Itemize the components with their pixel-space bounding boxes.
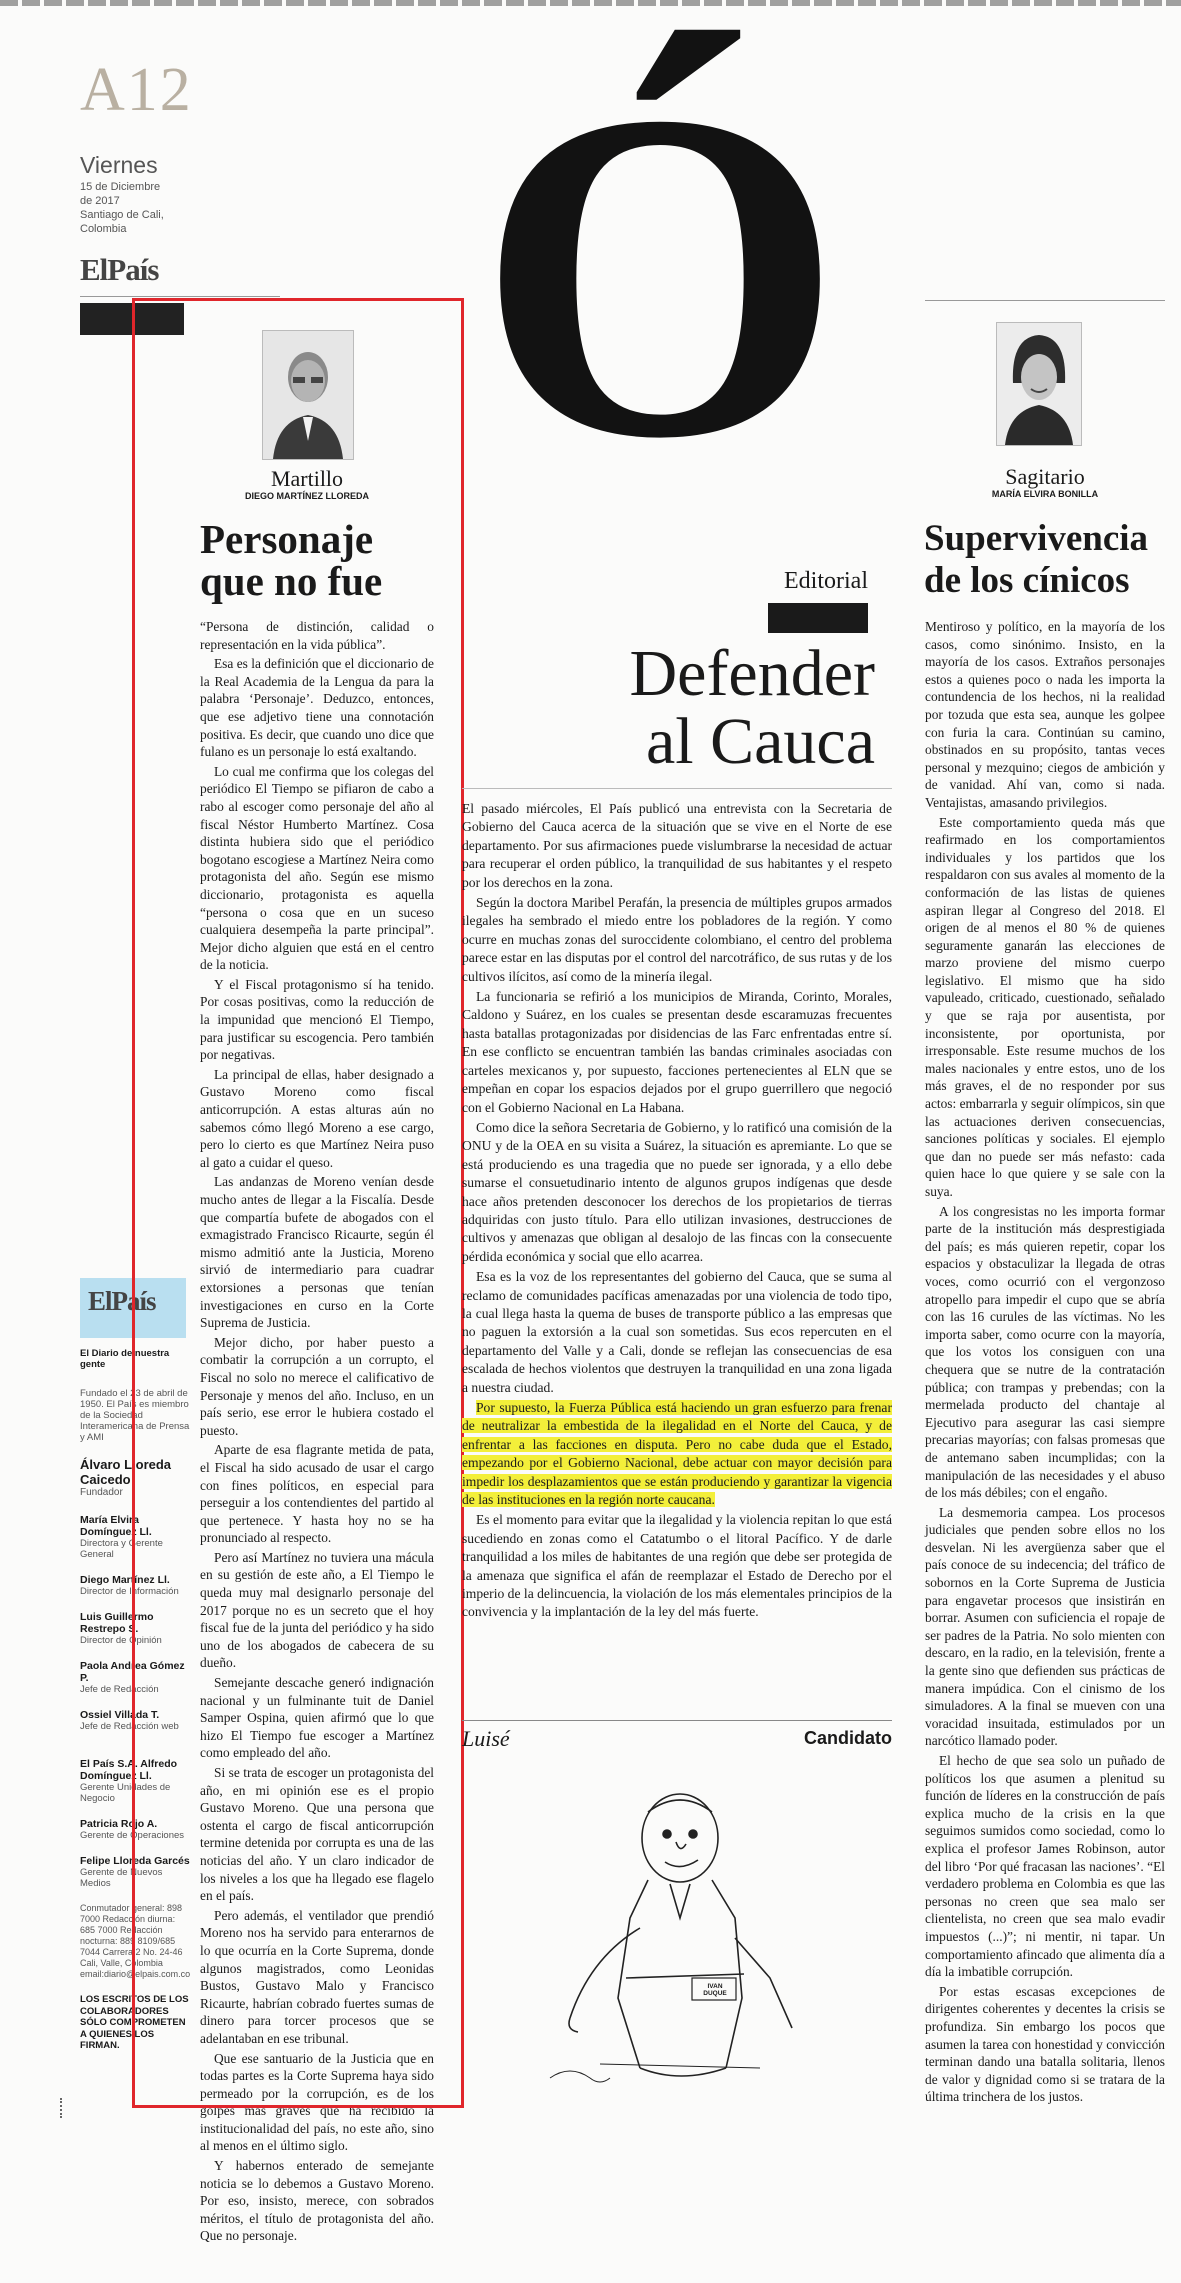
paragraph: La principal de ellas, haber designado a Gustavo Moreno como fiscal anticorrupción. A estas alturas aún no sabemos cómo llegó Moreno a ese cargo, pero lo cierto es que Martínez Neira puso al gato a cuidar el queso. xyxy=(200,1066,434,1170)
masthead-founded: Fundado el 23 de abril de 1950. El País es miembro de la Sociedad Interamericana de Prensa y AMI xyxy=(80,1388,190,1443)
masthead-contact: Conmutador general: 898 7000 Redacción diurna: 685 7000 Redacción nocturna: 889 8109/685 7044 Carrera 2 No. 24-46 Cali, Valle, Colombia email:diario@elpais.com.co xyxy=(80,1903,191,1979)
weekday: Viernes xyxy=(80,152,158,178)
editorial-title xyxy=(480,637,875,778)
masthead-person: Ossiel Villada T. Jefe de Redacción web xyxy=(80,1709,179,1732)
masthead-disclaimer: LOS ESCRITOS DE LOS COLABORADORES SÓLO COMPROMETEN A QUIENES LOS FIRMAN. xyxy=(80,1994,189,2051)
left-author: DIEGO MARTÍNEZ LLOREDA xyxy=(245,491,369,501)
masthead-company-person: El País S.A. Alfredo Domínguez Ll. Gerente Unidades de Negocio xyxy=(80,1758,178,1804)
paragraph: Mejor dicho, por haber puesto a combatir la corrupción a un corrupto, el Fiscal no solo no merece el calificativo de Personaje y menos del año. Incluso, en un país serio, ese error le hubiera costado el puesto. xyxy=(200,1334,434,1438)
paragraph: Pero así Martínez no tuviera una mácula en su gestión de este año, a El Tiempo le queda muy mal designarlo personaje del 2017 porque no es un secreto que el hoy fiscal fue de la junta del periódico y ha sido uno de los abogados de cabecera de su dueño. xyxy=(200,1549,434,1671)
paragraph: A los congresistas no les importa formar parte de la institución más desprestigiada del país; es más quieren repetir, copar los espacios y obstaculizar la llegada de otras voces, como ocurrió con el vergonzoso atropello para impedir el cupo que se abría con las 16 curules de las víctimas. No les importa saber, como ocurre con la mayoría, que los votos los consiguen con una chequera que se nutre de la contratación pública; con trampas y prebendas; con la mermelada producto del chantaje al Ejecutivo para asegurar las casi siempre precarias mayorías; con falsas promesas que de antemano saben incumplidas; con la manipulación de las necesidades y el abuso de los más débiles; con el engaño. xyxy=(925,1203,1165,1501)
editorial-label: Editorial xyxy=(784,568,868,594)
paragraph: Es el momento para evitar que la ilegalidad y la violencia repitan lo que está sucediendo en zonas como el Catatumbo o el litoral Pacífico. Y de darle tranquilidad a los miles de habitantes de una región que debe ser protegida de la amenaza que significa el afán de reemplazar el Estado de Derecho por el imperio de la delincuencia, la violación de los más elementales principios de la convivencia y la implantación de la ley del más fuerte. xyxy=(462,1512,892,1620)
masthead-logo: ElPaís xyxy=(88,1286,156,1316)
left-section-name: Martillo xyxy=(270,466,344,491)
editorial-big-letter: Ó xyxy=(477,14,843,535)
date-block xyxy=(80,180,164,236)
masthead-person: Diego Martínez Ll. Director de Información xyxy=(80,1574,179,1597)
masthead-person: María Elvira Domínguez Ll. Directora y Gerente General xyxy=(80,1514,163,1560)
title-line: Supervivencia xyxy=(924,518,1149,559)
page-number: A12 xyxy=(80,56,193,124)
paragraph: Mentiroso y político, en la mayoría de los casos, como sinónimo. Insisto, en la mayoría de los casos. Extraños personajes estos a quienes poco o nada les importa la contundencia de los hechos, ni la realidad por tozuda que esta sea, aunque les golpee con furia la cara. Continúan su camino, obstinados en su propósito, tantas veces personal y mezquino; ciegos de ambición y de vanidad. Ahí van, como si nada. Ventajistas, amasando privilegios. xyxy=(925,619,1165,810)
paragraph: Aparte de esa flagrante metida de pata, el Fiscal ha sido acusado de usar el cargo con fines políticos, en especial para perseguir a los contendientes del partido al que pertenece. Y hasta hoy no se ha pronunciado al respecto. xyxy=(200,1442,434,1546)
masthead-company-person: Patricia Rojo A. Gerente de Operaciones xyxy=(80,1818,185,1841)
date-line: de 2017 xyxy=(80,195,120,207)
header-logo: ElPaís xyxy=(80,252,159,287)
paragraph: La funcionaria se refirió a los municipios de Miranda, Corinto, Morales, Caldono y Suárez, en los cuales se presentan desde escaramuzas frecuentes hasta batallas protagonizadas por disidencias de las Farc enfrentadas entre sí. En ese conflicto se encuentran también las bandas criminales asociadas con carteles mexicanos y, por supuesto, facciones pertenecientes al ELN que se empeñan en copar los espacios dejados por el grupo guerrillero que negoció con el Gobierno Nacional en La Habana. xyxy=(462,989,892,1115)
crop-mark xyxy=(60,2098,66,2118)
paragraph: Lo cual me confirma que los colegas del periódico El Tiempo se pifiaron de cabo a rabo al escoger como personaje del año al fiscal Néstor Humberto Martínez. Cosa distinta hubiera sido que el periódico bogotano escogiese a Martínez Neira como protagonista del año. Según ese mismo diccionario, protagonista es aquella “persona o cosa que en un suceso cualquiera desempeña la parte principal”. Mejor dicho alguien que está en el centro de la noticia. xyxy=(200,763,434,973)
author-photo xyxy=(996,322,1082,446)
divider xyxy=(80,296,280,297)
paragraph: Semejante descache generó indignación nacional y un fulminante tuit de Daniel Samper Ospina, quien afirmó que lo que hizo El Tiempo fue escoger a Martínez como empleado del año. xyxy=(200,1675,434,1761)
right-section-name: Sagitario xyxy=(1005,464,1085,489)
highlighted-paragraph xyxy=(462,1399,892,1509)
founder-role: Fundador xyxy=(80,1487,123,1498)
paragraph: Por estas escasas excepciones de dirigentes coherentes y decentes la crisis se profundiza. Sin embargo los pocos que asumen la tarea con honestidad y convicción terminan dando una batalla solitaria, llenos de valor y dignidad como si se tratara de la última trinchera de los justos. xyxy=(925,1983,1165,2105)
title-line: al Cauca xyxy=(645,705,875,778)
masthead-person: Paola Andrea Gómez P. Jefe de Redacción xyxy=(80,1660,185,1695)
cartoon-sign: IVAN DUQUE xyxy=(703,1983,727,1997)
paragraph: Las andanzas de Moreno venían desde mucho antes de llegar a la Fiscalía. Desde que compartía bufete de abogados con el exmagistrado Francisco Ricaurte, según él mismo admitió ante la Justicia, Moreno sirvió de intermediario para cuadrar extorsiones a personas que tenían investigaciones en curso en la Corte Suprema de Justicia. xyxy=(200,1174,434,1331)
paragraph: El pasado miércoles, El País publicó una entrevista con la Secretaria de Gobierno del Cauca acerca de la situación que se vive en el Norte de ese departamento. Por sus afirmaciones puede vislumbrarse la necesidad de actuar para recuperar el orden público, la tranquilidad de sus habitantes y el respeto por los derechos en la zona. xyxy=(462,801,892,890)
right-author: MARÍA ELVIRA BONILLA xyxy=(991,489,1099,499)
paragraph: La desmemoria campea. Los procesos judiciales que penden sobre ellos no los desvelan. Ni les avergüenza saber que el país conoce de su indecencia; del tráfico de sobornos en la Corte Suprema de Justicia para engavetar procesos que insistirán en borrar. Asumen con suficiencia el ropaje de ser padres de la Patria. No solo mienten con descaro, en la radio, en la televisión, frente a la gente sino que defienden sus prácticas de manera impúdica. Con el cinismo de los simuladores. A la final se mueven con una voracidad insuitada, estimulados por un narcótico llamado poder. xyxy=(925,1504,1165,1749)
divider xyxy=(925,300,1165,301)
paragraph: “Persona de distinción, calidad o representación en la vida pública”. xyxy=(200,619,434,652)
right-article-title xyxy=(924,518,1174,602)
cartoon-title: Candidato xyxy=(804,1728,892,1748)
cartoon-drawing xyxy=(530,1768,820,2098)
title-line: de los cínicos xyxy=(924,560,1130,601)
masthead-person: Luis Guillermo Restrepo S. Director de Opinión xyxy=(80,1611,162,1646)
right-article-body xyxy=(925,618,1165,2108)
masthead-company-person: Felipe Lloreda Garcés Gerente de Nuevos Medios xyxy=(80,1855,190,1889)
divider xyxy=(462,1720,892,1721)
paragraph: Si se trata de escoger un protagonista del año, en mi opinión ese es el propio Gustavo Moreno. Que una persona que ostenta el cargo de fiscal anticorrupción termine detenida por corrupta es una de las noticias del año. Y un claro indicador de los niveles a los que ha llegado ese flagelo en el país. xyxy=(200,1765,434,1904)
editorial-black-bar xyxy=(768,603,868,633)
masthead-tagline: El Diario de nuestra gente xyxy=(80,1348,170,1370)
title-line: Defender xyxy=(629,637,875,710)
divider xyxy=(462,788,892,789)
annotation-box xyxy=(132,298,464,2108)
paragraph: Y el Fiscal protagonismo sí ha tenido. Por cosas positivas, como la reducción de la impunidad que mencionó El Tiempo, para justificar su escogencia. Pero también por negativas. xyxy=(200,976,434,1063)
date-line: 15 de Diciembre xyxy=(80,181,161,193)
paragraph: Pero además, el ventilador que prendió Moreno nos ha servido para enterarnos de lo que ocurría en la Corte Suprema, donde algunos magistrados, como Leonidas Bustos, Gustavo Malo y Francisco Ricaurte, habrían cobrado fuertes sumas de dinero para torcer procesos que se adelantaban en ese tribunal. xyxy=(200,1907,434,2046)
paragraph: El hecho de que sea solo un puñado de políticos los que asumen a plenitud su función de líderes en la construcción de país explica mucho de la crisis en la que seguimos sumidos como sociedad, como lo explica el profesor James Robinson, autor del libro ‘Por qué fracasan las naciones’. “El verdadero problema en Colombia es que las personas no creen que sea malo ser clientelista, no creen que sea malo evadir impuestos (...)”; ni mentir, ni tapar. Un comportamiento afincado que alimenta día a día la imbatible corrupción. xyxy=(925,1753,1165,1980)
highlight: Por supuesto, la Fuerza Pública está haciendo un gran esfuerzo para frenar de neutralizar la embestida de la ilegalidad en el Norte del Cauca, y de enfrentar a las facciones en disputa. Pero no cabe duda que el Estado, empezando por el Gobierno Nacional, debe actuar con mayor decisión para impedir los desplazamientos que se están produciendo y garantizar la vigencia de las instituciones en la región norte caucana. xyxy=(462,1400,892,1508)
paragraph: Según la doctora Maribel Perafán, la presencia de múltiples grupos armados ilegales ha sembrado el miedo entre los pobladores de la región. Y como ocurre en muchas zonas del suroccidente colombiano, el centro del problema parece estar en las disputas por el control del narcotráfico, de sus rutas y de los cultivos ilícitos, así como de la minería ilegal. xyxy=(462,895,892,984)
date-line: Colombia xyxy=(80,223,127,235)
paragraph: Este comportamiento queda más que reafirmado en los comportamientos individuales y los partidos que los respaldaron con sus avales al momento de la conformación de las listas de quienes aspiran llegar al Congreso del 2018. El origen de al menos el 80 % de quienes seguramente ganarán las elecciones de marzo proviene del mismo cuerpo legislativo. El mismo que ha sido vapuleado, criticado, cuestionado, señalado y que se raja por ausentista, por inconsistente, por oportunista, por irresponsable. Este resume muchos de los males nacionales y entre estos, uno de los más graves, el de no responder por sus actos: embarrarla y seguir olímpicos, sin que las actuaciones deriven consecuencias, sanciones políticas y sociales. El ejemplo que dan no puede ser más nefasto: cada quien hace lo que quiere y se sale con la suya. xyxy=(925,814,1165,1199)
title-line: Personaje xyxy=(200,516,374,562)
paragraph: Como dice la señora Secretaria de Gobierno, y lo ratificó una comisión de la ONU y de la OEA en su visita a Suárez, la situación es apremiante. Lo que se está produciendo es una tragedia que no puede ser ignorada, y a ello debe sumarse el consuetudinario intento de algunos grupos indígenas que desde hace años pretenden desconocer los derechos de los propietarios de tierras adquiridas con justo título. Para ello utilizan invasiones, destrucciones de cultivos y amenazas que obligan al desalojo de las fincas con la consecuente pérdida económica y social que ello acarrea. xyxy=(462,1119,892,1264)
paragraph: Que ese santuario de la Justicia que en todas partes es la Corte Suprema haya sido permeado por la corrupción, es de los golpes más graves que ha recibido la institucionalidad del país, no este año, sino al menos en el último siglo. xyxy=(200,2050,434,2154)
paragraph: Y habernos enterado de semejante noticia se lo debemos a Gustavo Moreno. Por eso, insisto, merece, con sobrados méritos, el título de protagonista del año. Que no personaje. xyxy=(200,2158,434,2244)
editorial-body xyxy=(462,800,892,1624)
founder-name: Álvaro Lloreda Caicedo xyxy=(80,1457,172,1487)
title-line: que no fue xyxy=(200,558,383,604)
date-line: Santiago de Cali, xyxy=(80,209,164,221)
paragraph: Esa es la voz de los representantes del gobierno del Cauca, que se suma al reclamo de comunidades pacíficas amenazadas por una violencia de todo tipo, la cual llega hasta la quema de buses de transporte público a las empresas que no paguen la extorsión a la cual son sometidas. Sus ecos repercuten en el departamento del Valle y a Cali, donde se reflejan las consecuencias de esa escalada de hechos violentos que destruyen la tranquilidad en una zona ligada a nuestra ciudad. xyxy=(462,1269,892,1395)
paragraph: Esa es la definición que el diccionario de la Real Academia de la Lengua da para la palabra ‘Personaje’. Deduzco, entonces, que ese adjetivo tiene una connotación positiva. Es decir, que cuando uno dice que fulano es un personaje lo está exaltando. xyxy=(200,656,434,760)
cartoon-artist: Luisé xyxy=(462,1726,510,1751)
page-top-edge xyxy=(0,0,1181,6)
